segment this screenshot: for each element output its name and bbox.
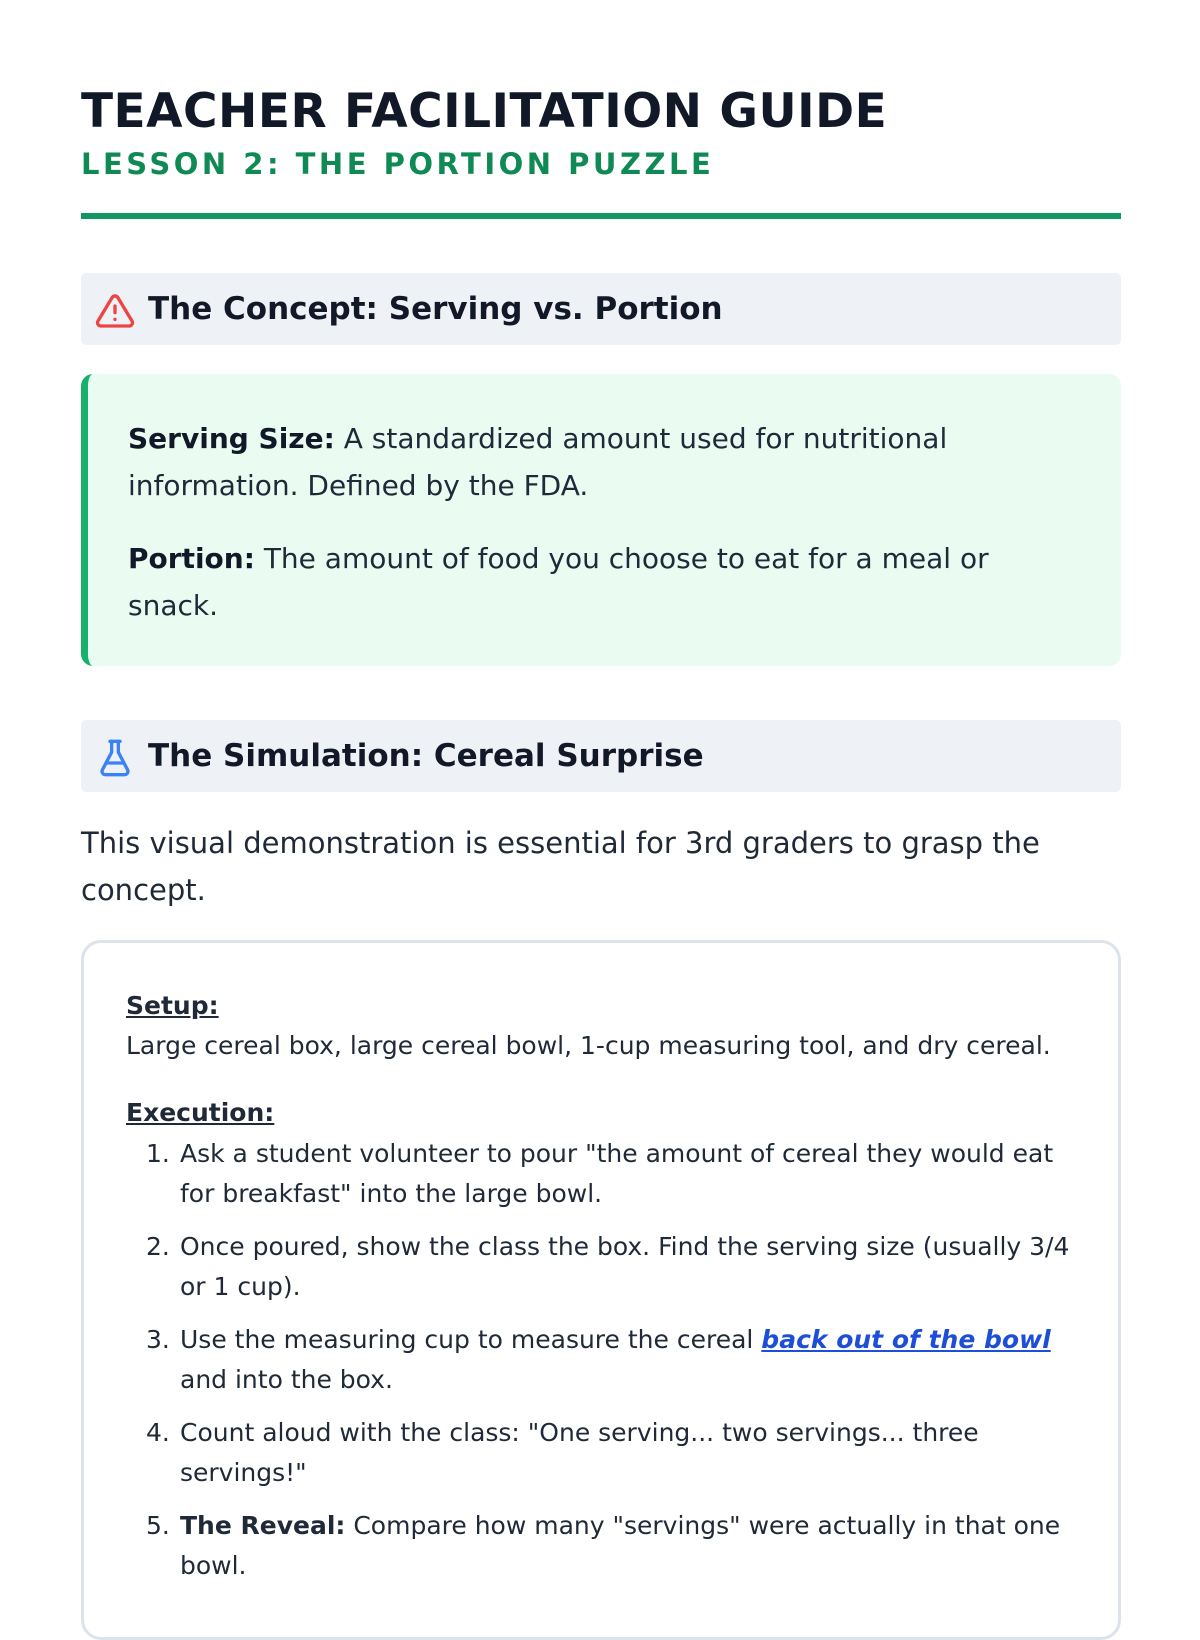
page-title: TEACHER FACILITATION GUIDE (81, 84, 888, 139)
definition-term: Portion: (128, 542, 255, 575)
definition-text: A standardized amount used for nutritional information. Defined by the FDA. (128, 422, 948, 502)
step-number: 5. (146, 1511, 170, 1540)
step-text: and into the box. (180, 1365, 393, 1394)
flask-icon (95, 738, 135, 778)
title-divider (81, 213, 1121, 219)
step-text: Count aloud with the class: "One serving... two servings... three servings!" (180, 1418, 979, 1487)
simulation-section-header (81, 720, 1121, 792)
setup-heading: Setup: (126, 991, 219, 1020)
simulation-section-title: The Simulation: Cereal Surprise (148, 738, 704, 774)
list-item (126, 1413, 1076, 1493)
execution-steps (126, 1134, 1076, 1599)
definition-text: The amount of food you choose to eat for a meal or snack. (128, 542, 989, 622)
lesson-subtitle: LESSON 2: THE PORTION PUZZLE (81, 147, 715, 181)
list-item (126, 1320, 1076, 1400)
portion-definition (128, 535, 1048, 629)
definition-term: Serving Size: (128, 422, 335, 455)
step-text: Once poured, show the class the box. Find the serving size (usually 3/4 or 1 cup). (180, 1232, 1070, 1301)
step-text: Ask a student volunteer to pour "the amount of cereal they would eat for breakfast" into the large bowl. (180, 1139, 1054, 1208)
concept-section-title: The Concept: Serving vs. Portion (148, 291, 723, 327)
step-emphasis: The Reveal: (180, 1511, 346, 1540)
setup-materials: Large cereal box, large cereal bowl, 1-cup measuring tool, and dry cereal. (126, 1031, 1051, 1060)
warning-triangle-icon (95, 291, 135, 331)
list-item (126, 1227, 1076, 1307)
simulation-intro: This visual demonstration is essential for 3rd graders to grasp the concept. (81, 826, 1040, 907)
step-number: 1. (146, 1139, 170, 1168)
list-item (126, 1134, 1076, 1214)
step-number: 4. (146, 1418, 170, 1447)
back-out-of-bowl-link[interactable]: back out of the bowl (761, 1325, 1051, 1354)
step-text: Use the measuring cup to measure the cereal (180, 1325, 762, 1354)
serving-size-definition (128, 415, 1048, 509)
simulation-card (81, 940, 1121, 1640)
list-item (126, 1506, 1076, 1586)
execution-heading: Execution: (126, 1098, 275, 1127)
step-number: 3. (146, 1325, 170, 1354)
concept-section-header (81, 273, 1121, 345)
definitions-callout (81, 374, 1121, 666)
step-text: Compare how many "servings" were actually in that one bowl. (180, 1511, 1061, 1580)
step-number: 2. (146, 1232, 170, 1261)
